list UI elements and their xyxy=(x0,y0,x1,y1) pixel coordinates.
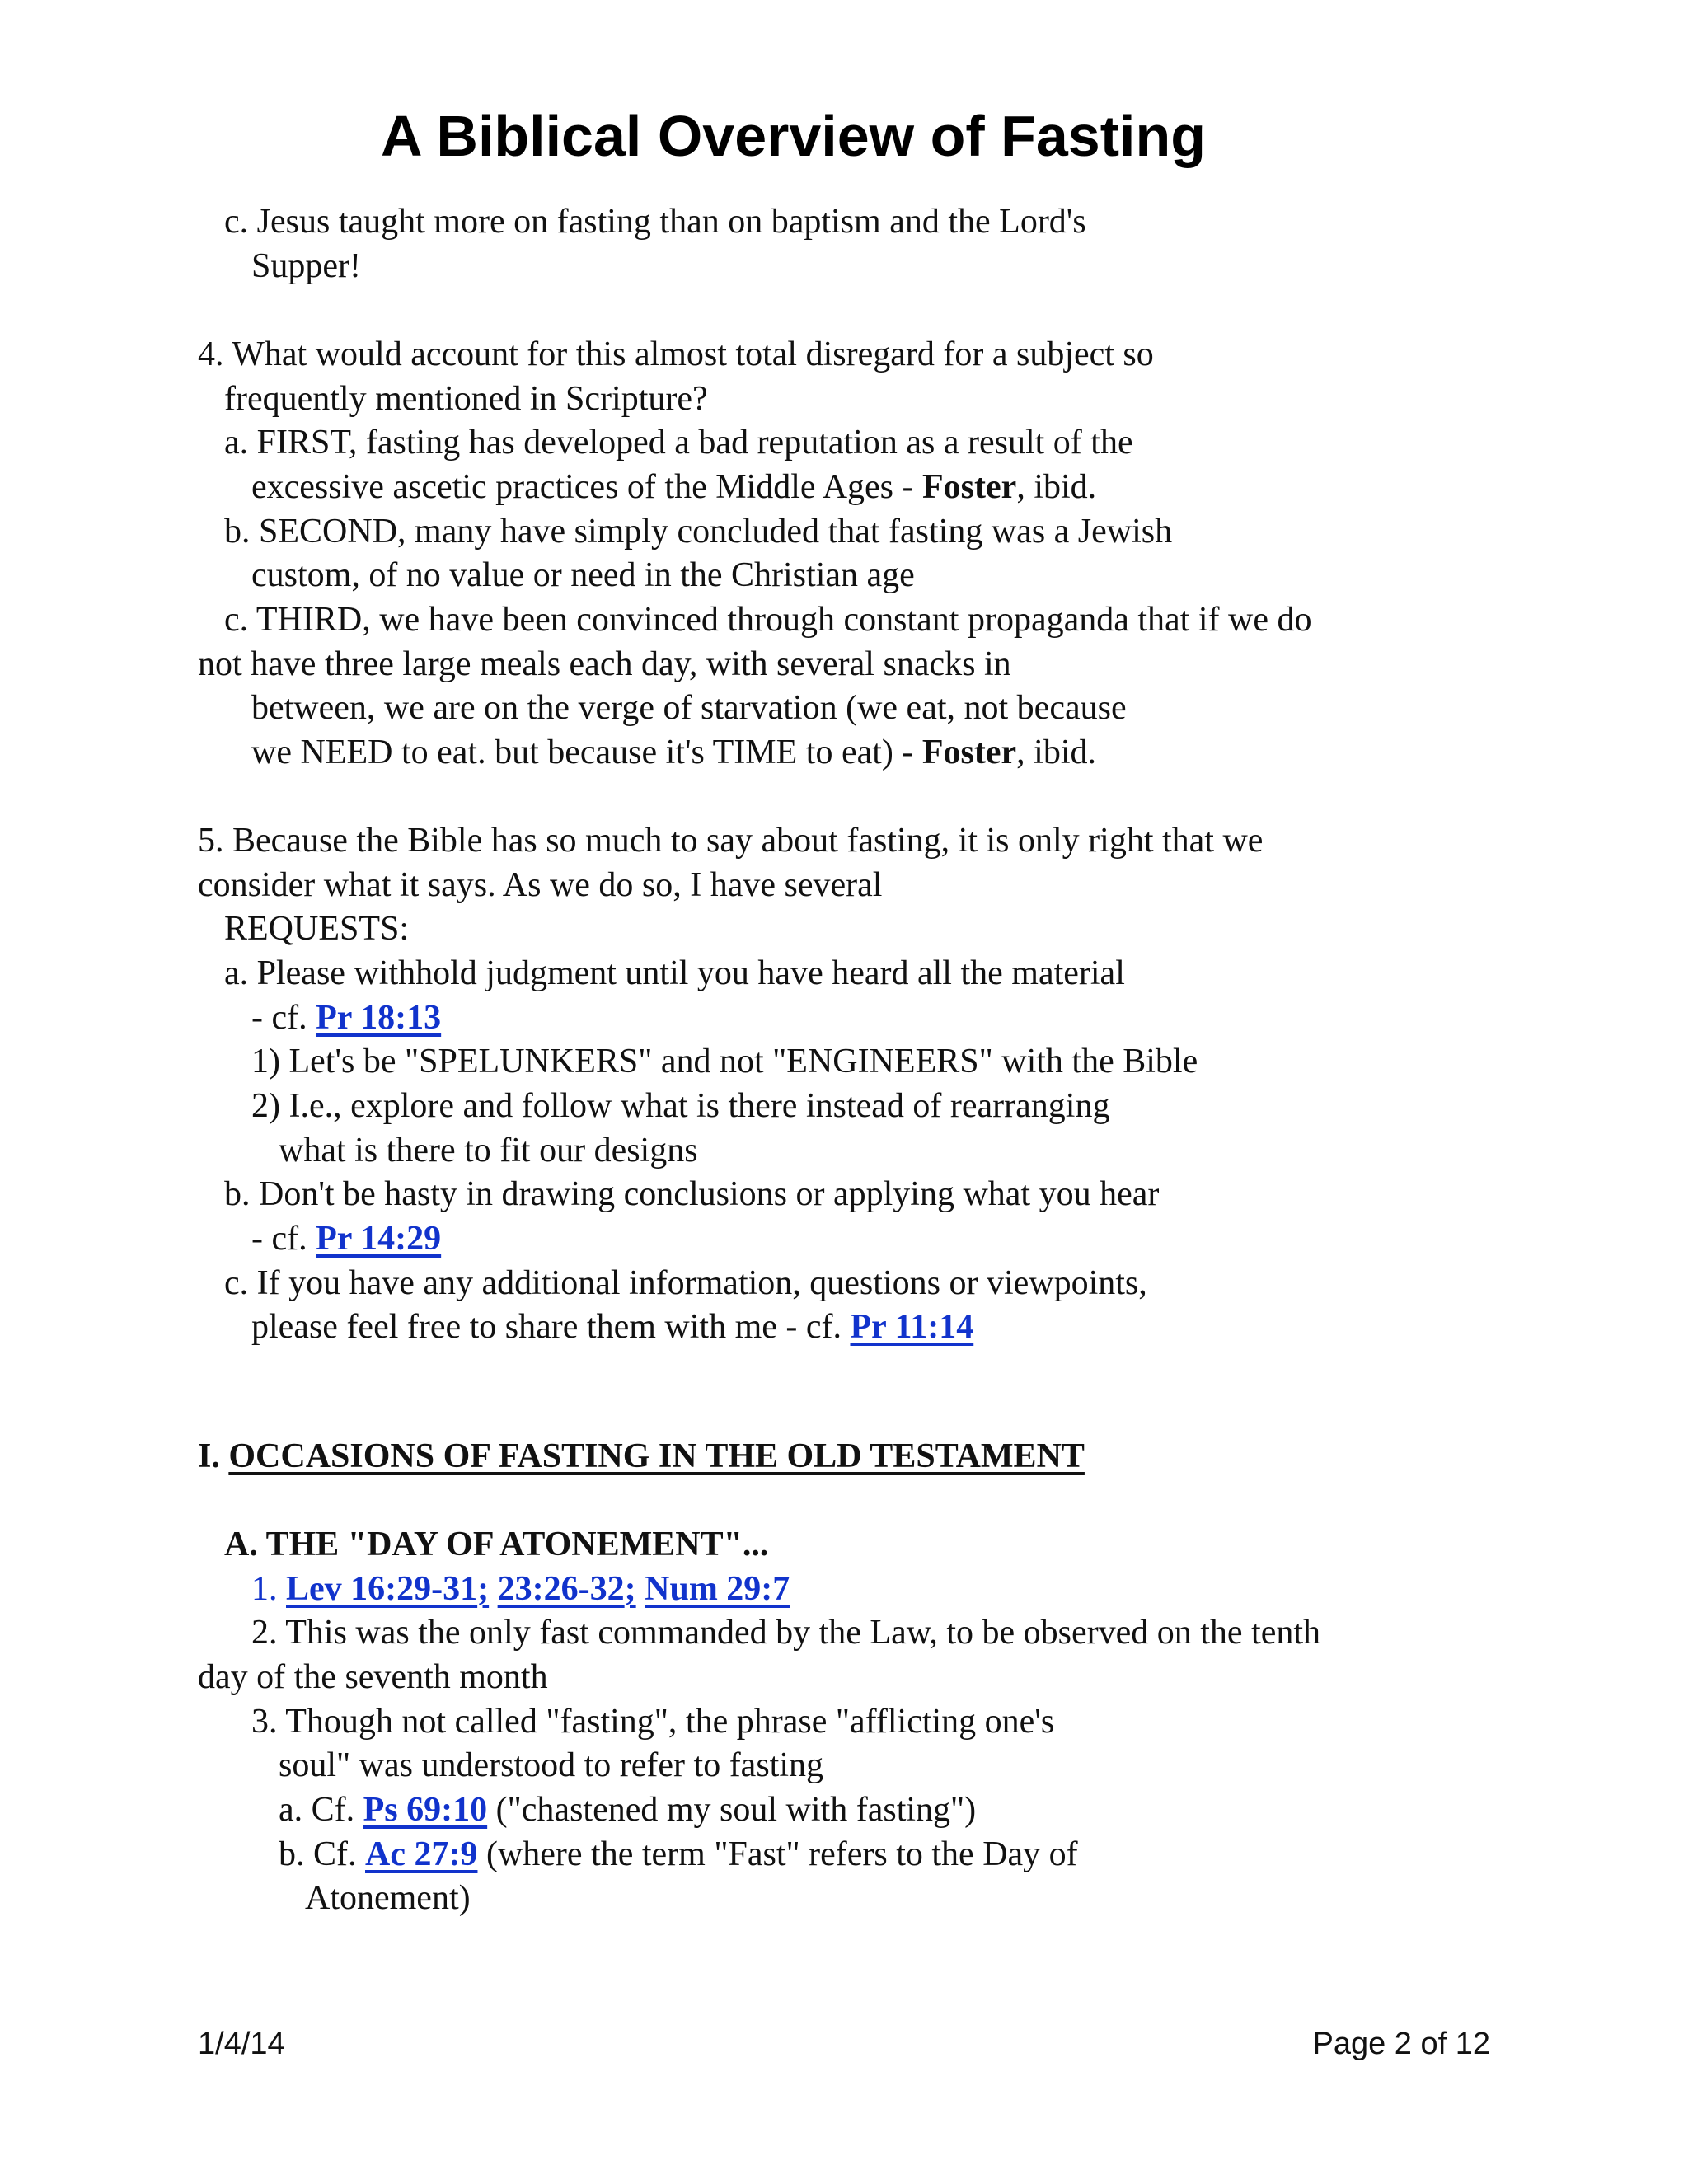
outline-line xyxy=(279,1788,976,1832)
page-title: A Biblical Overview of Fasting xyxy=(381,104,1206,168)
scripture-link[interactable]: Pr 11:14 xyxy=(850,1308,974,1346)
outline-line xyxy=(251,465,1096,509)
scripture-link[interactable]: Ps 69:10 xyxy=(363,1791,488,1829)
outline-line xyxy=(251,730,1096,775)
scripture-link[interactable]: Pr 18:13 xyxy=(316,999,442,1037)
outline-line: c. Jesus taught more on fasting than on baptism and the Lord's xyxy=(224,203,1086,241)
subsection-heading: A. THE "DAY OF ATONEMENT"... xyxy=(224,1526,769,1563)
section-number: I. xyxy=(198,1437,229,1475)
scripture-link[interactable]: Pr 14:29 xyxy=(316,1220,442,1258)
line-text: we NEED to eat. but because it's TIME to eat) - xyxy=(251,733,922,771)
line-text: excessive ascetic practices of the Middle Ages - xyxy=(251,468,923,506)
outline-line: day of the seventh month xyxy=(198,1658,548,1696)
line-text: a. Cf. xyxy=(279,1791,363,1829)
outline-line: 5. Because the Bible has so much to say about fasting, it is only right that we xyxy=(198,822,1264,860)
outline-line: b. SECOND, many have simply concluded that fasting was a Jewish xyxy=(224,513,1173,551)
outline-line: soul" was understood to refer to fasting xyxy=(279,1746,824,1784)
outline-line: 2. This was the only fast commanded by the Law, to be observed on the tenth xyxy=(251,1614,1321,1652)
outline-line: between, we are on the verge of starvation (we eat, not because xyxy=(251,689,1127,727)
outline-line: REQUESTS: xyxy=(224,910,410,948)
outline-line: not have three large meals each day, with several snacks in xyxy=(198,645,1011,683)
outline-line: Atonement) xyxy=(305,1879,471,1917)
outline-line: 4. What would account for this almost total disregard for a subject so xyxy=(198,335,1154,373)
line-text: , ibid. xyxy=(1016,468,1097,506)
outline-line xyxy=(279,1832,1078,1877)
scripture-link[interactable]: Num 29:7 xyxy=(645,1570,790,1608)
line-text: - cf. xyxy=(251,999,316,1037)
link-separator: ; xyxy=(477,1570,490,1608)
outline-line: 3. Though not called "fasting", the phrase "afflicting one's xyxy=(251,1703,1055,1741)
outline-line: b. Don't be hasty in drawing conclusions or applying what you hear xyxy=(224,1175,1160,1213)
section-title: OCCASIONS OF FASTING IN THE OLD TESTAMENT xyxy=(228,1437,1085,1475)
outline-line: a. FIRST, fasting has developed a bad reputation as a result of the xyxy=(224,424,1133,462)
scripture-link[interactable]: 23:26-32 xyxy=(497,1570,625,1608)
link-separator: ; xyxy=(624,1570,636,1608)
outline-line: custom, of no value or need in the Christian age xyxy=(251,556,915,594)
line-text: b. Cf. xyxy=(279,1835,365,1873)
outline-line: c. THIRD, we have been convinced through constant propaganda that if we do xyxy=(224,601,1312,639)
line-text: - cf. xyxy=(251,1220,316,1258)
scripture-link[interactable]: Ac 27:9 xyxy=(365,1835,478,1873)
author-name: Foster xyxy=(922,468,1017,506)
outline-line: 2) I.e., explore and follow what is there instead of rearranging xyxy=(251,1087,1110,1125)
line-text: please feel free to share them with me - cf. xyxy=(251,1308,851,1346)
author-name: Foster xyxy=(921,733,1017,771)
outline-line: what is there to fit our designs xyxy=(279,1132,698,1169)
section-heading xyxy=(198,1434,1085,1479)
footer-date: 1/4/14 xyxy=(198,2027,285,2061)
outline-line: Supper! xyxy=(251,247,361,285)
outline-line: c. If you have any additional information, questions or viewpoints, xyxy=(224,1264,1147,1302)
scripture-link[interactable]: Lev 16:29-31 xyxy=(286,1570,478,1608)
outline-line xyxy=(251,996,441,1040)
line-text: ("chastened my soul with fasting") xyxy=(487,1791,977,1829)
outline-line: a. Please withhold judgment until you have heard all the material xyxy=(224,954,1125,992)
list-number: 1. xyxy=(251,1570,286,1608)
line-text: , ibid. xyxy=(1016,733,1096,771)
outline-line: consider what it says. As we do so, I have several xyxy=(198,866,883,904)
outline-line xyxy=(251,1567,790,1611)
outline-line: frequently mentioned in Scripture? xyxy=(224,380,708,418)
outline-line xyxy=(251,1305,973,1349)
footer-page-number: Page 2 of 12 xyxy=(1312,2027,1490,2061)
line-text: (where the term "Fast" refers to the Day of xyxy=(477,1835,1078,1873)
outline-line xyxy=(251,1216,441,1261)
outline-line: 1) Let's be "SPELUNKERS" and not "ENGINEERS" with the Bible xyxy=(251,1043,1198,1080)
